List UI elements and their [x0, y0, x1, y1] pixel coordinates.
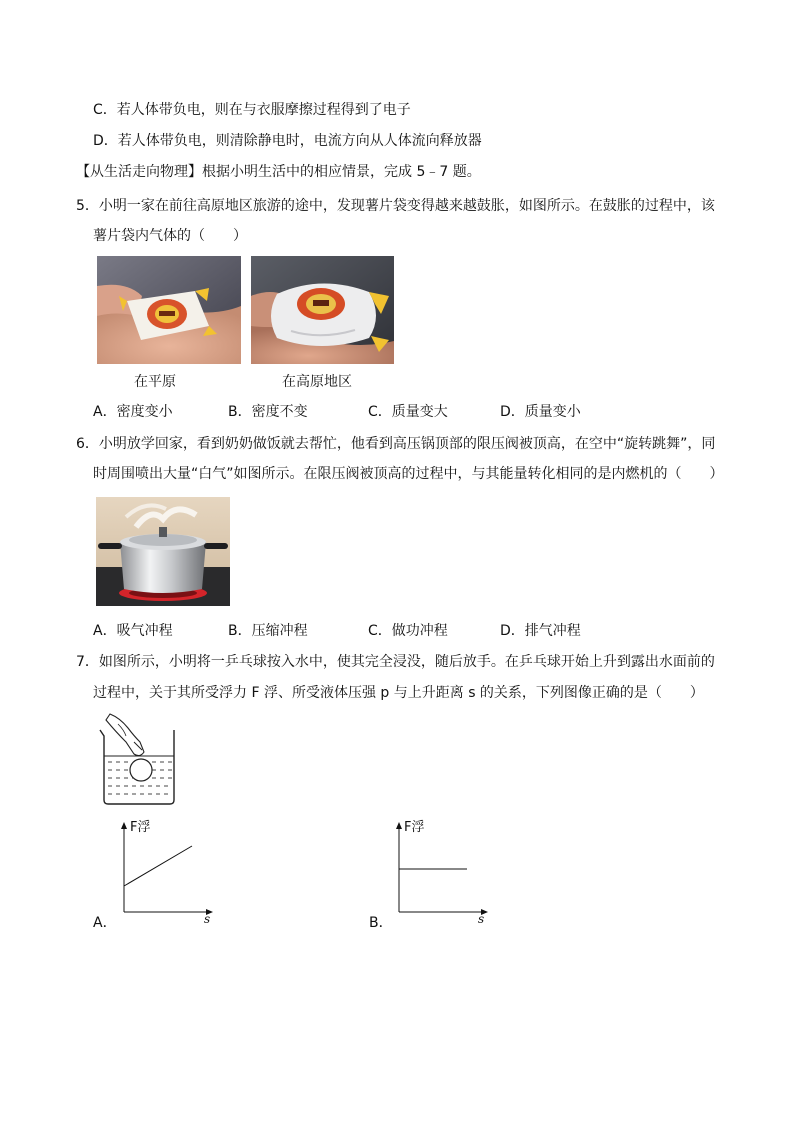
q5-stem-line1: 5．小明一家在前往高原地区旅游的途中，发现薯片袋变得越来越鼓胀，如图所示。在鼓胀的过程中，该 [76, 198, 715, 214]
graph-b [375, 816, 493, 926]
q6-stem-line2: 时周围喷出大量“白气”如图所示。在限压阀被顶高的过程中，与其能量转化相同的是内燃机的（ ） [93, 466, 724, 482]
graph-a-y-axis-label: F浮 [130, 820, 151, 835]
graph-a [100, 816, 218, 926]
chip-bag-plain-photo [97, 256, 241, 364]
q6-option-c: C．做功冲程 [368, 623, 448, 639]
graph-b-option-label: B． [369, 915, 393, 931]
q6-stem-line1: 6．小明放学回家，看到奶奶做饭就去帮忙，他看到高压锅顶部的限压阀被顶高，在空中“旋转跳舞”，同 [76, 436, 716, 452]
q5-option-b: B．密度不变 [228, 404, 308, 420]
q5-option-c: C．质量变大 [368, 404, 448, 420]
chip-bag-plateau-photo [251, 256, 394, 364]
q4-option-c: C．若人体带负电，则在与衣服摩擦过程得到了电子 [93, 102, 411, 118]
caption-plateau: 在高原地区 [282, 374, 352, 390]
q5-option-d: D．质量变小 [500, 404, 581, 420]
graph-b-y-axis-label: F浮 [404, 820, 425, 835]
q4-option-d: D．若人体带负电，则清除静电时，电流方向从人体流向释放器 [93, 133, 482, 149]
graph-a-x-axis-label: s [204, 912, 211, 926]
q6-option-d: D．排气冲程 [500, 623, 581, 639]
section-header: 【从生活走向物理】根据小明生活中的相应情景，完成 5﹣7 题。 [76, 164, 481, 180]
graph-a-option-label: A． [93, 915, 117, 931]
q5-option-a: A．密度变小 [93, 404, 173, 420]
graph-b-x-axis-label: s [478, 912, 485, 926]
q6-option-a: A．吸气冲程 [93, 623, 173, 639]
q7-stem-line2: 过程中，关于其所受浮力 F 浮、所受液体压强 p 与上升距离 s 的关系，下列图像正确的是（ ） [93, 685, 704, 701]
pressure-cooker-photo [96, 497, 230, 606]
q6-option-b: B．压缩冲程 [228, 623, 308, 639]
caption-plain: 在平原 [134, 374, 176, 390]
beaker-diagram [96, 712, 182, 808]
q7-stem-line1: 7．如图所示，小明将一乒乓球按入水中，使其完全浸没，随后放手。在乒乓球开始上升到露出水面前的 [76, 654, 715, 670]
q5-stem-line2: 薯片袋内气体的（ ） [93, 228, 247, 244]
